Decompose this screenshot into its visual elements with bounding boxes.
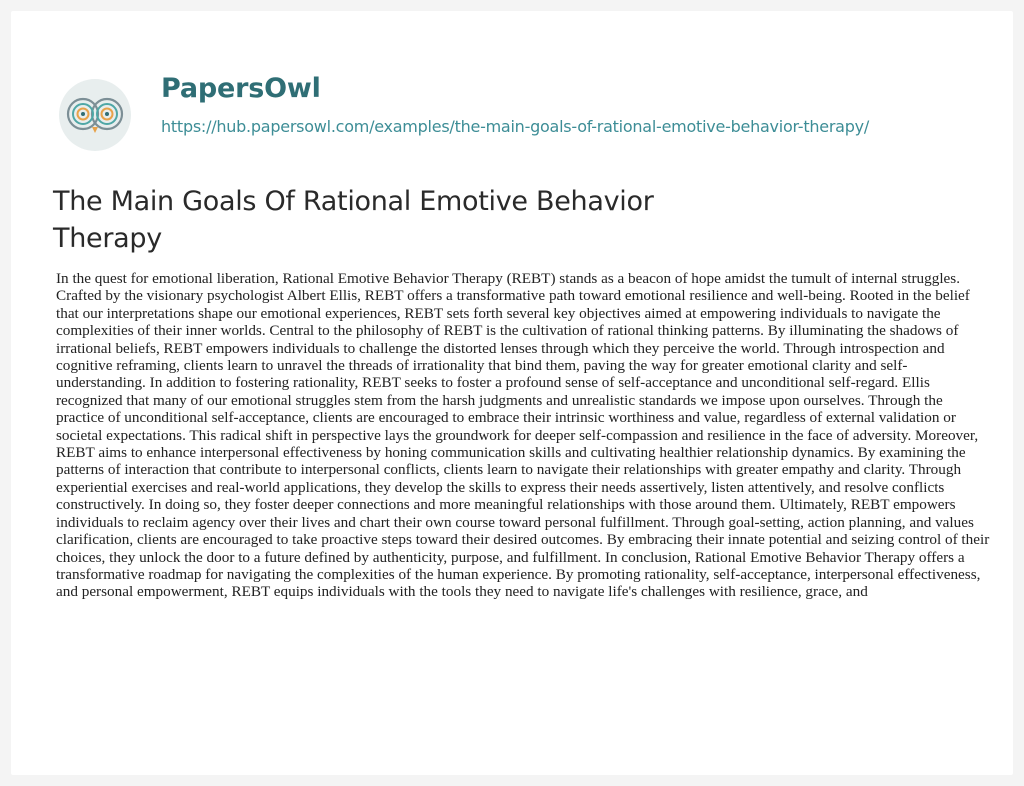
document-page [11, 11, 1013, 775]
source-url-link[interactable]: https://hub.papersowl.com/examples/the-main-goals-of-rational-emotive-behavior-therapy/ [161, 117, 869, 136]
document-title: The Main Goals Of Rational Emotive Behavior Therapy [53, 186, 654, 254]
document-body: In the quest for emotional liberation, Rational Emotive Behavior Therapy (REBT) stands as a beacon of hope amidst the tumult of internal struggles. Crafted by the visionary psychologist Albert Ellis, REBT offers a transformative path toward emotional resilience and well-being. Rooted in the belief that our interpretations shape our emotional experiences, REBT sets forth several key objectives aimed at empowering individuals to navigate the complexities of their inner worlds. Central to the philosophy of REBT is the cultivation of rational thinking patterns. By illuminating the shadows of irrational beliefs, REBT empowers individuals to challenge the distorted lenses through which they perceive the world. Through introspection and cognitive reframing, clients learn to unravel the threads of irrationality that bind them, paving the way for greater emotional clarity and self-understanding. In addition to fostering rationality, REBT seeks to foster a profound sense of self-acceptance and unconditional self-regard. Ellis recognized that many of our emotional struggles stem from the harsh judgments and unrealistic standards we impose upon ourselves. Through the practice of unconditional self-acceptance, clients are encouraged to embrace their intrinsic worthiness and value, regardless of external validation or societal expectations. This radical shift in perspective lays the groundwork for deeper self-compassion and resilience in the face of adversity. Moreover, REBT aims to enhance interpersonal effectiveness by honing communication skills and cultivating healthier relationship dynamics. By examining the patterns of interaction that contribute to interpersonal conflicts, clients learn to navigate their relationships with greater empathy and clarity. Through experiential exercises and real-world applications, they develop the skills to express their needs assertively, listen attentively, and resolve conflicts constructively. In doing so, they foster deeper connections and more meaningful relationships with those around them. Ultimately, REBT empowers individuals to reclaim agency over their lives and chart their own course toward personal fulfillment. Through goal-setting, action planning, and values clarification, clients are encouraged to take proactive steps toward their desired outcomes. By embracing their innate potential and seizing control of their choices, they unlock the door to a future defined by authenticity, purpose, and fulfillment. In conclusion, Rational Emotive Behavior Therapy offers a transformative roadmap for navigating the complexities of the human experience. By promoting rationality, self-acceptance, interpersonal effectiveness, and personal empowerment, REBT equips individuals with the tools they need to navigate life's challenges with resilience, grace, and [56, 270, 990, 601]
owl-eyes-icon [57, 77, 133, 153]
brand-name: PapersOwl [161, 73, 321, 104]
